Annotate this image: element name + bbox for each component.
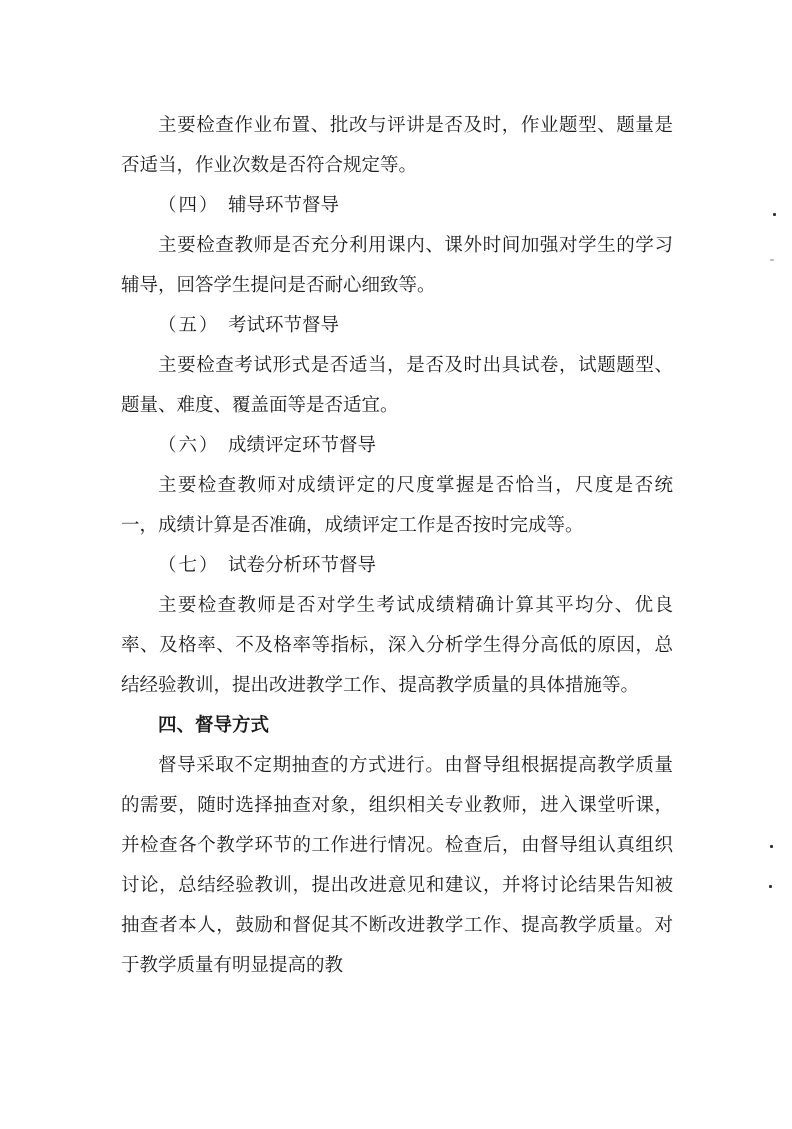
heading-grading [121, 426, 673, 466]
scan-speck [770, 845, 773, 848]
heading-title: 试卷分析环节督导 [228, 555, 377, 576]
heading-number: （五） [158, 315, 220, 336]
text-column [121, 106, 673, 986]
paragraph-homework: 主要检查作业布置、批改与评讲是否及时，作业题型、题量是否适当，作业次数是否符合规定等。 [121, 115, 673, 176]
heading-tutoring [121, 186, 673, 226]
heading-number: （四） [158, 195, 220, 216]
section-heading-supervision-method: 四、督导方式 [158, 715, 270, 736]
scan-speck [769, 885, 772, 888]
scan-speck [770, 259, 774, 261]
paragraph-supervision-method: 督导采取不定期抽查的方式进行。由督导组根据提高教学质量的需要，随时选择抽查对象，组织相关专业教师，进入课堂听课，并检查各个教学环节的工作进行情况。检查后，由督导组认真组织讨论，总结经验教训，提出改进意见和建议，并将讨论结果告知被抽查者本人，鼓励和督促其不断改进教学工作、提高教学质量。对于教学质量有明显提高的教 [121, 755, 673, 976]
heading-number: （七） [158, 555, 220, 576]
heading-title: 辅导环节督导 [228, 195, 340, 216]
paragraph-exam: 主要检查考试形式是否适当，是否及时出具试卷，试题题型、题量、难度、覆盖面等是否适宜。 [121, 355, 673, 416]
heading-title: 考试环节督导 [228, 315, 340, 336]
heading-title: 成绩评定环节督导 [228, 435, 377, 456]
heading-paper-analysis [121, 546, 673, 586]
scan-speck [773, 213, 776, 216]
paragraph-paper-analysis: 主要检查教师是否对学生考试成绩精确计算其平均分、优良率、及格率、不及格率等指标，深入分析学生得分高低的原因，总结经验教训，提出改进教学工作、提高教学质量的具体措施等。 [121, 595, 673, 696]
paragraph-tutoring: 主要检查教师是否充分利用课内、课外时间加强对学生的学习辅导，回答学生提问是否耐心细致等。 [121, 235, 673, 296]
paragraph-grading: 主要检查教师对成绩评定的尺度掌握是否恰当，尺度是否统一，成绩计算是否准确，成绩评定工作是否按时完成等。 [121, 475, 673, 536]
heading-exam [121, 306, 673, 346]
heading-number: （六） [158, 435, 220, 456]
